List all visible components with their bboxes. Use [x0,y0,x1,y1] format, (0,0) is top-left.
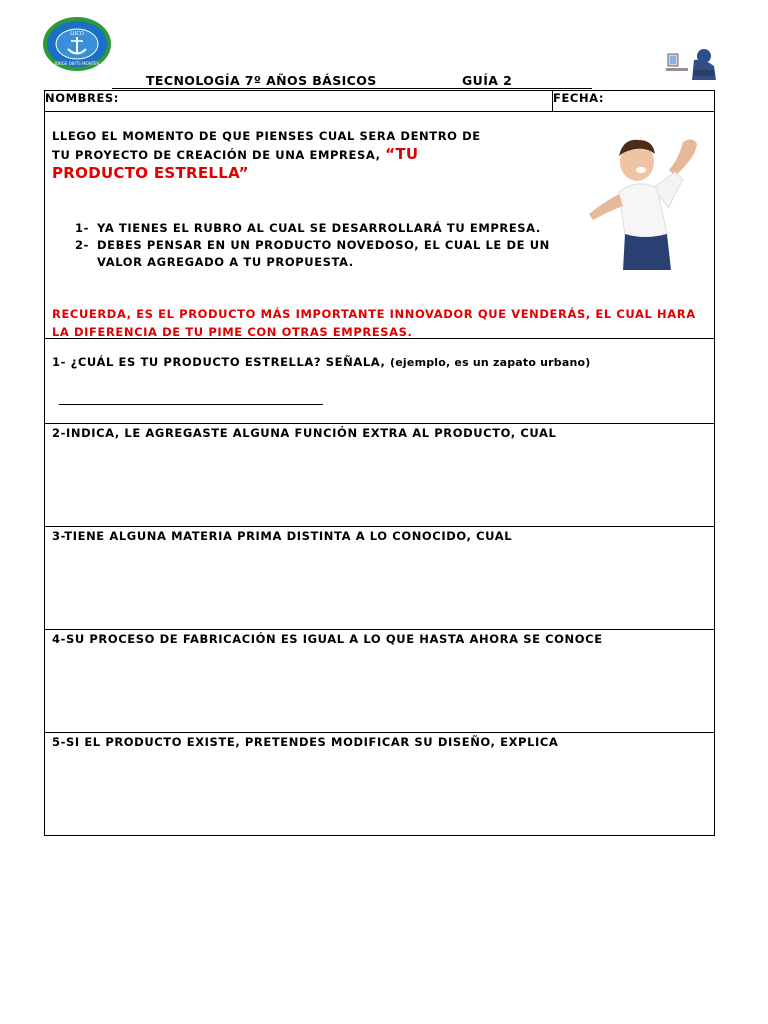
list-item-text: DEBES PENSAR EN UN PRODUCTO NOVEDOSO, EL CUAL LE DE UN VALOR AGREGADO A TU PROPUESTA. [97,238,550,269]
list-item-text: YA TIENES EL RUBRO AL CUAL SE DESARROLLARÁ TU EMPRESA. [97,221,541,235]
question-3-text: 3-TIENE ALGUNA MATERIA PRIMA DISTINTA A LO CONOCIDO, CUAL [52,529,513,543]
list-item [75,237,565,271]
person-at-computer-icon [664,46,718,80]
list-item-number: 2- [75,238,89,252]
school-logo [42,16,112,72]
worksheet-form [44,90,715,836]
question-1-example: (ejemplo, es un zapato urbano) [390,356,591,369]
instructions-section [45,112,715,339]
intro-line-1: LLEGO EL MOMENTO DE QUE PIENSES CUAL SERA DENTRO DE [52,129,481,143]
fecha-label: FECHA: [553,91,605,105]
answer-line[interactable] [59,404,323,405]
list-item-number: 1- [75,221,89,235]
logo-text-top: LUCO [70,31,84,37]
intro-paragraph [52,127,552,183]
question-5-box[interactable] [45,733,715,836]
highlight-producto-estrella: PRODUCTO ESTRELLA” [52,164,249,182]
instructions-list [75,220,565,271]
boy-celebrating-photo [575,122,715,272]
question-3-box[interactable] [45,527,715,630]
question-2-box[interactable] [45,424,715,527]
guide-number: GUÍA 2 [462,73,513,88]
question-5-text: 5-SI EL PRODUCTO EXISTE, PRETENDES MODIFICAR SU DISEÑO, EXPLICA [52,735,559,749]
question-2-text: 2-INDICA, LE AGREGASTE ALGUNA FUNCIÓN EXTRA AL PRODUCTO, CUAL [52,426,557,440]
question-4-text: 4-SU PROCESO DE FABRICACIÓN ES IGUAL A LO QUE HASTA AHORA SE CONOCE [52,632,603,646]
question-1-box[interactable] [45,339,715,424]
reminder-text: RECUERDA, ES EL PRODUCTO MÁS IMPORTANTE INNOVADOR QUE VENDERÁS, EL CUAL HARA LA DIFERENCIA DE TU PIME CON OTRAS EMPRESAS. [52,307,696,339]
subject-title: TECNOLOGÍA 7º AÑOS BÁSICOS [146,73,377,88]
highlight-tu: “TU [385,145,419,163]
intro-line-2: TU PROYECTO DE CREACIÓN DE UNA EMPRESA, [52,148,381,162]
document-header [112,72,592,90]
question-4-box[interactable] [45,630,715,733]
logo-text-bottom: JORGE OBITS MONTES [54,61,100,66]
fecha-field[interactable] [553,91,715,112]
question-1 [45,339,714,369]
list-item [75,220,565,237]
question-1-text: 1- ¿CUÁL ES TU PRODUCTO ESTRELLA? SEÑALA, [52,355,386,369]
nombres-label: NOMBRES: [45,91,120,105]
nombres-field[interactable] [45,91,553,112]
